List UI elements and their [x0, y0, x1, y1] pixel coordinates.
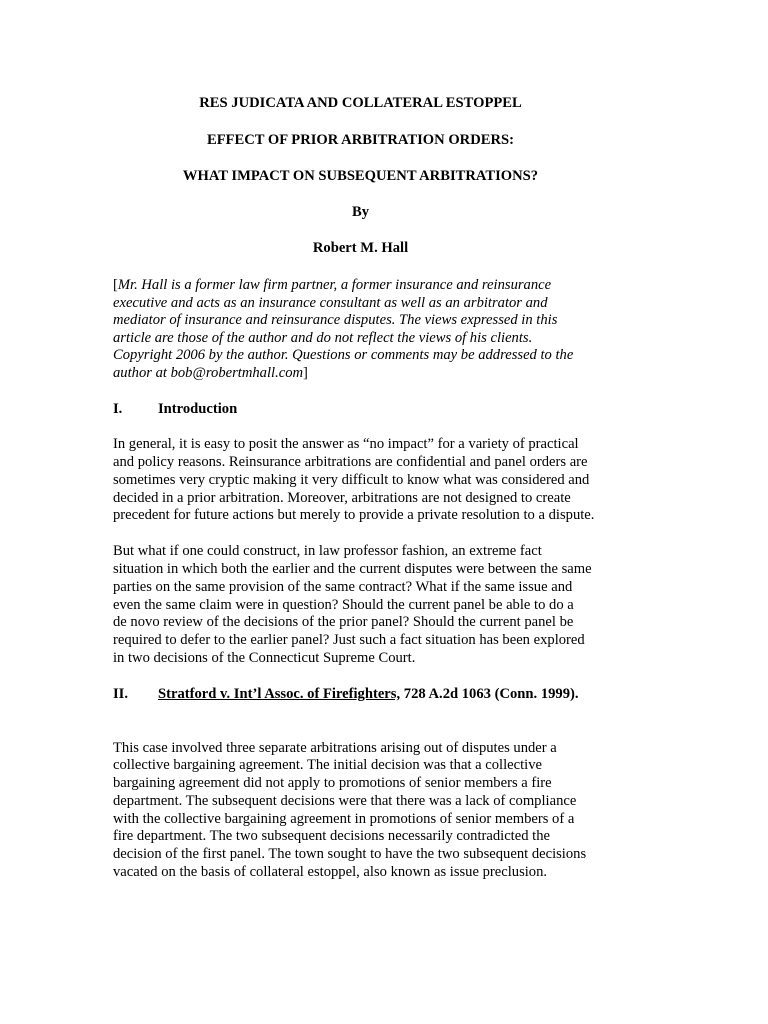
stratford-p1-line-6: fire department. The two subsequent decisions necessarily contradicted the	[113, 828, 550, 844]
section-number: II.	[113, 686, 129, 702]
stratford-p1-line-5: with the collective bargaining agreement in promotions of senior members of a	[113, 811, 575, 827]
stratford-p1-line-3: bargaining agreement did not apply to promotions of senior members a fire	[113, 775, 552, 791]
stratford-p1-line-8: vacated on the basis of collateral estoppel, also known as issue preclusion.	[113, 864, 548, 880]
intro-p1-line-3: sometimes very cryptic making it very difficult to know what was considered and	[113, 472, 590, 488]
intro-p2-line-1: But what if one could construct, in law professor fashion, an extreme fact	[113, 543, 542, 559]
section-number: I.	[113, 401, 123, 417]
author-bio-line-2: executive and acts as an insurance consultant as well as an arbitrator and	[113, 295, 548, 311]
section-title: Introduction	[158, 401, 238, 417]
bio-text: Mr. Hall is a former law firm partner, a former insurance and reinsurance	[117, 277, 552, 293]
stratford-p1-line-1: This case involved three separate arbitrations arising out of disputes under a	[113, 740, 557, 756]
intro-p2-line-4: even the same claim were in question? Should the current panel be able to do a	[113, 597, 574, 613]
bio-close-bracket: ]	[303, 365, 308, 381]
bio-email-text: author at bob@robertmhall.com	[113, 365, 304, 381]
title-line-2: EFFECT OF PRIOR ARBITRATION ORDERS:	[206, 132, 515, 148]
intro-p2-line-7: in two decisions of the Connecticut Supreme Court.	[113, 650, 416, 666]
intro-p1-line-4: decided in a prior arbitration. Moreover, arbitrations are not designed to create	[113, 490, 571, 506]
intro-p1-line-5: precedent for future actions but merely to provide a private resolution to a dispute.	[113, 507, 595, 523]
title-line-3: WHAT IMPACT ON SUBSEQUENT ARBITRATIONS?	[182, 168, 539, 184]
author-bio-line-4: article are those of the author and do not reflect the views of his clients.	[113, 330, 533, 346]
stratford-p1-line-4: department. The subsequent decisions were that there was a lack of compliance	[113, 793, 577, 809]
author-bio-line-5: Copyright 2006 by the author. Questions or comments may be addressed to the	[113, 347, 574, 363]
section-heading-stratford	[113, 685, 579, 703]
author-bio-line-6	[113, 364, 308, 382]
title-line-1: RES JUDICATA AND COLLATERAL ESTOPPEL	[199, 95, 522, 111]
author-name: Robert M. Hall	[312, 240, 409, 256]
intro-p1-line-2: and policy reasons. Reinsurance arbitrations are confidential and panel orders are	[113, 454, 588, 470]
intro-p2-line-3: parties on the same provision of the same contract? What if the same issue and	[113, 579, 573, 595]
author-bio-line-3: mediator of insurance and reinsurance disputes. The views expressed in this	[113, 312, 558, 328]
intro-p2-line-5: de novo review of the decisions of the prior panel? Should the current panel be	[113, 614, 574, 630]
intro-p1-line-1: In general, it is easy to posit the answer as “no impact” for a variety of practical	[113, 436, 579, 452]
stratford-p1-line-7: decision of the first panel. The town sought to have the two subsequent decisions	[113, 846, 587, 862]
stratford-p1-line-2: collective bargaining agreement. The initial decision was that a collective	[113, 757, 543, 773]
author-bio-line-1	[113, 276, 551, 294]
byline-label: By	[351, 204, 370, 220]
section-heading-introduction	[113, 400, 237, 418]
intro-p2-line-6: required to defer to the earlier panel? Just such a fact situation has been explored	[113, 632, 585, 648]
case-name: Stratford v. Int’l Assoc. of Firefighters,	[158, 686, 401, 702]
bio-open-bracket: [	[113, 277, 118, 293]
intro-p2-line-2: situation in which both the earlier and the current disputes were between the same	[113, 561, 592, 577]
case-citation: 728 A.2d 1063 (Conn. 1999).	[400, 686, 579, 702]
